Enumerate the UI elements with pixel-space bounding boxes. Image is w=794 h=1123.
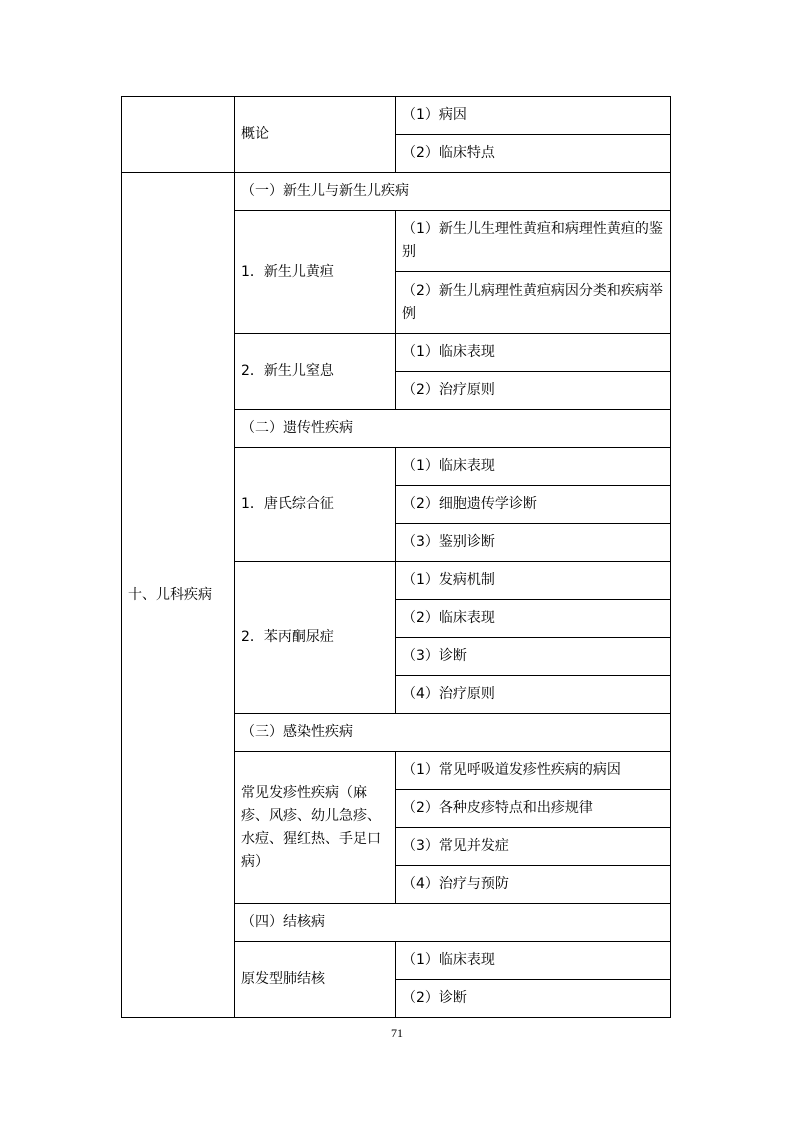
topic-cell: 1．新生儿黄疸 bbox=[235, 211, 396, 334]
item-cell: （1）病因 bbox=[396, 97, 671, 135]
item-cell: （3）常见并发症 bbox=[396, 828, 671, 866]
category-cell: 十、儿科疾病 bbox=[122, 173, 235, 1018]
item-cell: （1）临床表现 bbox=[396, 448, 671, 486]
section-heading: （四）结核病 bbox=[235, 904, 671, 942]
item-cell: （3）诊断 bbox=[396, 638, 671, 676]
page-number: 71 bbox=[391, 1026, 403, 1040]
item-cell: （4）治疗与预防 bbox=[396, 866, 671, 904]
item-cell: （1）临床表现 bbox=[396, 334, 671, 372]
category-cell-empty bbox=[122, 97, 235, 173]
topic-cell: 原发型肺结核 bbox=[235, 942, 396, 1018]
section-heading: （三）感染性疾病 bbox=[235, 714, 671, 752]
table-row bbox=[122, 173, 671, 211]
topic-cell: 概论 bbox=[235, 97, 396, 173]
item-cell: （2）临床表现 bbox=[396, 600, 671, 638]
item-cell: （2）新生儿病理性黄疸病因分类和疾病举例 bbox=[396, 272, 671, 334]
item-cell: （3）鉴别诊断 bbox=[396, 524, 671, 562]
item-cell: （2）临床特点 bbox=[396, 135, 671, 173]
topic-cell: 常见发疹性疾病（麻疹、风疹、幼儿急疹、水痘、猩红热、手足口病） bbox=[235, 752, 396, 904]
topic-cell: 1．唐氏综合征 bbox=[235, 448, 396, 562]
table-row bbox=[122, 97, 671, 135]
item-cell: （1）常见呼吸道发疹性疾病的病因 bbox=[396, 752, 671, 790]
section-heading: （一）新生儿与新生儿疾病 bbox=[235, 173, 671, 211]
item-cell: （2）诊断 bbox=[396, 980, 671, 1018]
item-cell: （1）新生儿生理性黄疸和病理性黄疸的鉴别 bbox=[396, 211, 671, 272]
item-cell: （1）临床表现 bbox=[396, 942, 671, 980]
topic-cell: 2．新生儿窒息 bbox=[235, 334, 396, 410]
item-cell: （2）细胞遗传学诊断 bbox=[396, 486, 671, 524]
item-cell: （2）各种皮疹特点和出疹规律 bbox=[396, 790, 671, 828]
section-heading: （二）遗传性疾病 bbox=[235, 410, 671, 448]
syllabus-table bbox=[121, 96, 671, 1018]
topic-cell: 2．苯丙酮尿症 bbox=[235, 562, 396, 714]
item-cell: （2）治疗原则 bbox=[396, 372, 671, 410]
item-cell: （4）治疗原则 bbox=[396, 676, 671, 714]
item-cell: （1）发病机制 bbox=[396, 562, 671, 600]
